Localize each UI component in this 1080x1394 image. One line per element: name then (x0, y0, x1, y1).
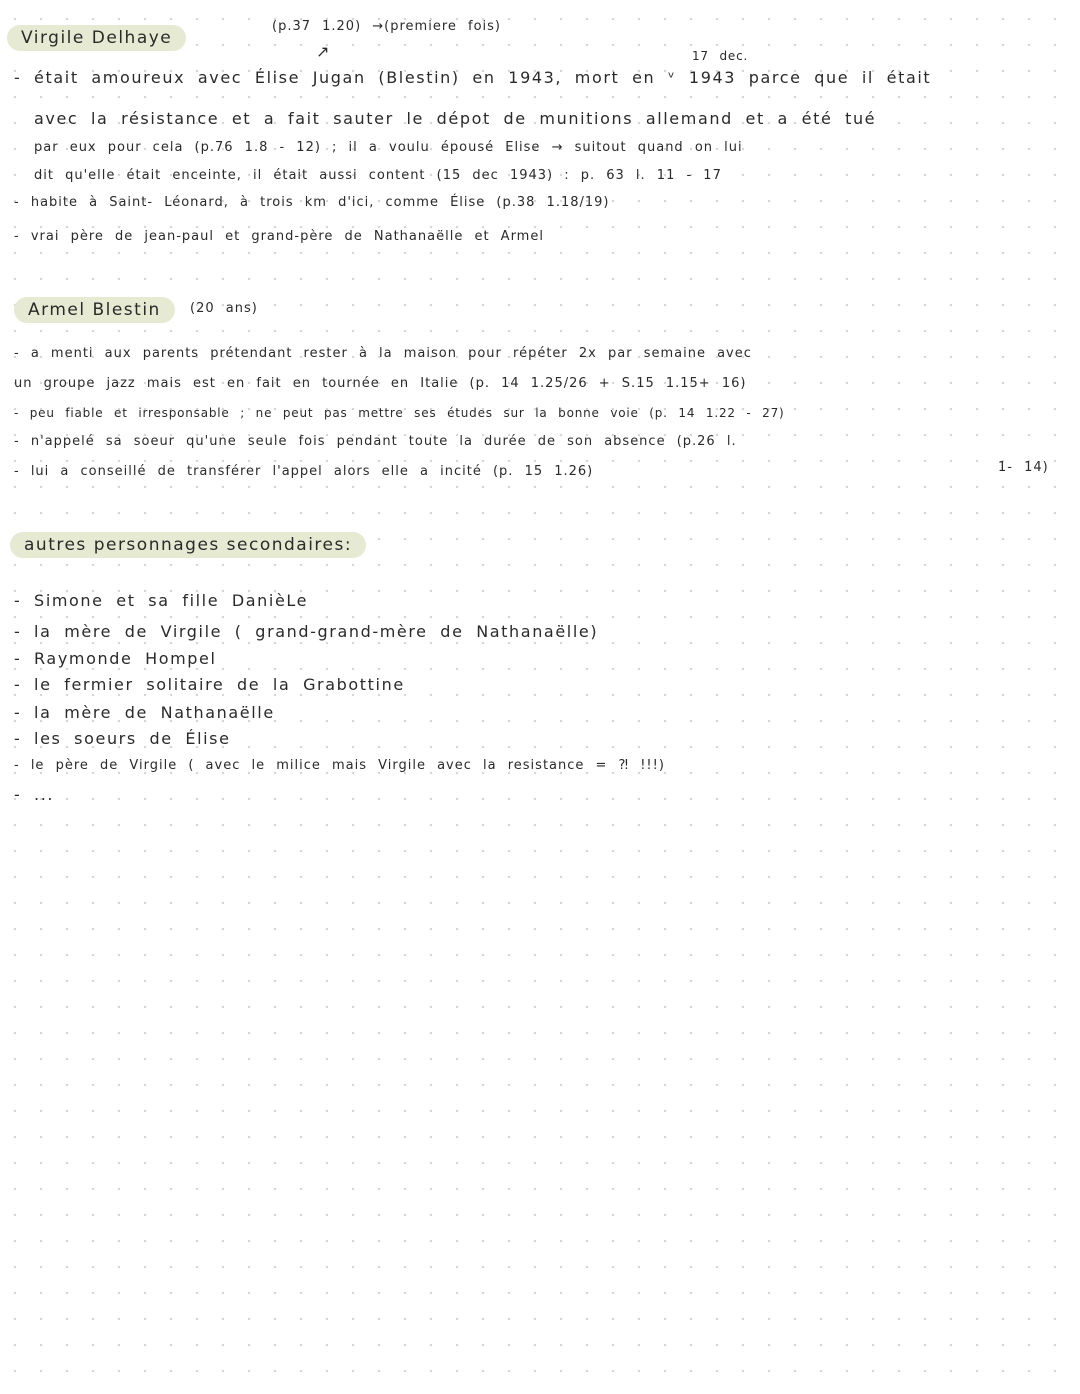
virgile-line-1: - était amoureux avec Élise Jugan (Blestin) en 1943, mort en ᵛ 1943 parce que il était (14, 68, 932, 87)
virgile-line-2: avec la résistance et a fait sauter le dépot de munitions allemand et a été tué (34, 109, 877, 128)
armel-line-4-cont: 1- 14) (998, 460, 1049, 475)
armel-line-4: - n'appelé sa soeur qu'une seule fois pendant toute la durée de son absence (p.26 l. (14, 434, 737, 449)
reference-note: (p.37 1.20) →(premiere fois) (272, 19, 502, 34)
list-item: - Raymonde Hompel (14, 649, 217, 668)
virgile-line-4: dit qu'elle était enceinte, il était aussi content (15 dec 1943) : p. 63 l. 11 - 17 (34, 168, 722, 183)
section-title-armel: Armel Blestin (14, 297, 175, 323)
list-item: - ... (14, 785, 55, 804)
list-item: - les soeurs de Élise (14, 729, 231, 748)
armel-line-2: un groupe jazz mais est en fait en tournée en Italie (p. 14 1.25/26 + S.15 1.15+ 16) (14, 376, 747, 391)
virgile-line-6: - vrai père de jean-paul et grand-père de Nathanaëlle et Armel (14, 229, 544, 244)
date-note: 17 dec. (692, 49, 749, 63)
list-item: - la mère de Nathanaëlle (14, 703, 275, 722)
section-title-others: autres personnages secondaires: (10, 532, 366, 558)
up-arrow-icon: ↗ (316, 42, 330, 61)
virgile-line-5: - habite à Saint- Léonard, à trois km d'ici, comme Élise (p.38 1.18/19) (14, 195, 610, 210)
virgile-line-3: par eux pour cela (p.76 1.8 - 12) ; il a voulu épousé Elise → suitout quand on lui (34, 140, 743, 155)
list-item: - Simone et sa fille DanièLe (14, 591, 309, 610)
list-item: - le fermier solitaire de la Grabottine (14, 675, 405, 694)
section-title-virgile: Virgile Delhaye (7, 25, 186, 51)
armel-line-1: - a menti aux parents prétendant rester à la maison pour répéter 2x par semaine avec (14, 346, 752, 361)
armel-line-3: - peu fiable et irresponsable ; ne peut pas mettre ses études sur la bonne voie (p. 14 1.22 - 27) (14, 406, 785, 420)
armel-line-5: - lui a conseillé de transférer l'appel alors elle a incité (p. 15 1.26) (14, 464, 594, 479)
list-item: - le père de Virgile ( avec le milice mais Virgile avec la resistance = ⁈ !!!) (14, 758, 665, 773)
armel-age: (20 ans) (190, 301, 258, 316)
list-item: - la mère de Virgile ( grand-grand-mère de Nathanaëlle) (14, 622, 599, 641)
